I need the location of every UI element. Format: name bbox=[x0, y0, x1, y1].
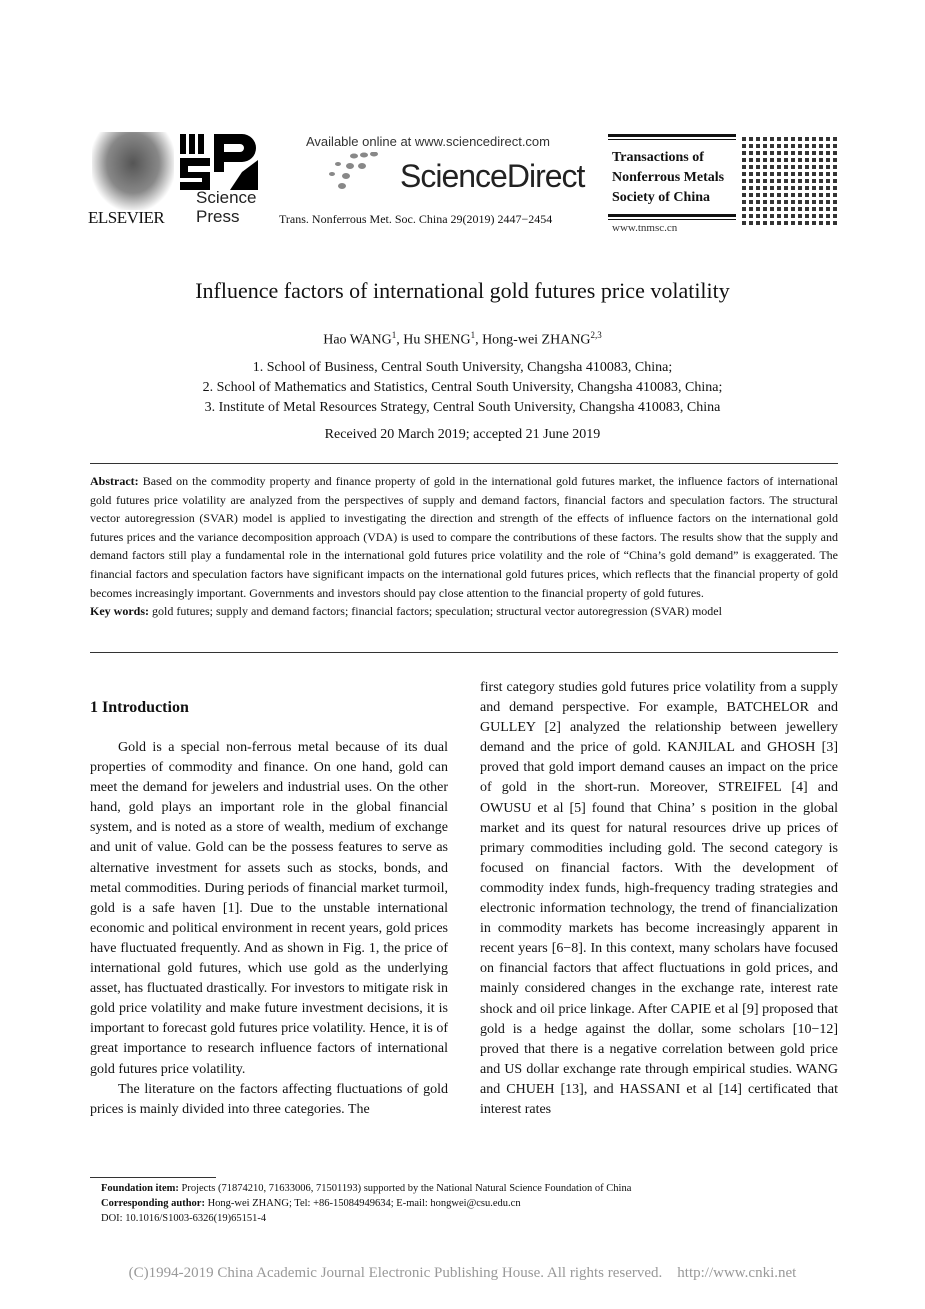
doi: DOI: 10.1016/S1003-6326(19)65151-4 bbox=[101, 1213, 267, 1224]
affiliation: 3. Institute of Metal Resources Strategy, Central South University, Changsha 410083, China bbox=[204, 400, 721, 415]
journal-name-line: Transactions of bbox=[612, 150, 704, 165]
affiliation: 1. School of Business, Central South University, Changsha 410083, China; bbox=[252, 360, 673, 375]
left-column bbox=[90, 738, 448, 1120]
keywords-label: Key words: bbox=[90, 604, 149, 619]
abstract bbox=[90, 472, 838, 621]
section-heading: 1 Introduction bbox=[90, 699, 189, 716]
available-online: Available online at www.sciencedirect.com bbox=[306, 134, 550, 149]
abstract-text: Based on the commodity property and finance property of gold in the international gold futures market, the influence factors of international gold futures price volatility are analyzed from the perspectives of supply and demand factors, financial factors and speculation factors. The structural vector autoregression (SVAR) model is applied to investigating the direction and strength of the effects of influence factors on the international gold futures prices and the variance decomposition approach (VDA) is used to compare the contributions of these factors. The results show that the supply and demand factors still play a fundamental role in the international gold futures price volatility and the role of “China’s gold demand” is exaggerated. The financial factors and speculation factors have significant impacts on the international gold futures prices, which reflects that the financial property of gold becomes increasingly important. Governments and investors should pay close attention to the financial property of gold futures. bbox=[90, 474, 839, 600]
journal-url: www.tnmsc.cn bbox=[612, 222, 678, 234]
affiliation: 2. School of Mathematics and Statistics, Central South University, Changsha 410083, China; bbox=[202, 380, 723, 395]
science-press-line: Press bbox=[196, 207, 240, 226]
elsevier-tree-logo bbox=[92, 132, 174, 210]
journal-name-line: Society of China bbox=[612, 190, 710, 205]
abstract-label: Abstract: bbox=[90, 474, 139, 488]
elsevier-logo-text: ELSEVIER bbox=[88, 208, 165, 227]
foundation-label: Foundation item: bbox=[101, 1183, 179, 1194]
corresponding-label: Corresponding author: bbox=[101, 1198, 205, 1209]
sciencedirect-logo: ScienceDirect bbox=[400, 158, 585, 194]
author-sup: 1 bbox=[391, 330, 397, 340]
paragraph: first category studies gold futures price volatility from a supply and demand perspective. For example, BATCHELOR and GULLEY [2] analyzed the relationship between jewellery demand and the price of gold. KANJILAL and GHOSH [3] proved that gold import demand causes an impact on the price of gold in the short-run. Moreover, STREIFEL [4] and OWUSU et al [5] found that China’ s position in the global market and its quest for natural resources drive up prices of primary commodities including gold. The second category is focused on financial factors. With the development of commodity index funds, high-frequency trading strategies and electronic information technology, the trend of financialization in commodity markets has become increasingly apparent in recent years [6−8]. In this context, many scholars have focused on financial factors that affect fluctuations in gold prices, and mainly considered changes in the exchange rate, interest rate shock and oil price linkage. After CAPIE et al [9] proposed that gold is a hedge against the dollar, some scholars [10−12] proved that there is a negative correlation between gold price and US dollar exchange rate through empirical studies. WANG and CHUEH [13], and HASSANI et al [14] certificated that interest rates bbox=[480, 680, 838, 1117]
copyright-watermark: (C)1994-2019 China Academic Journal Electronic Publishing House. All rights reserved. http://www.cnki.net bbox=[128, 1265, 797, 1281]
keywords: gold futures; supply and demand factors; financial factors; speculation; structural vector autoregression (SVAR) model bbox=[152, 604, 722, 619]
journal-name-line: Nonferrous Metals bbox=[612, 170, 725, 185]
received-dates: Received 20 March 2019; accepted 21 June 2019 bbox=[324, 427, 601, 442]
science-press-line: Science bbox=[196, 188, 257, 207]
qr-code-icon bbox=[742, 134, 838, 228]
right-column bbox=[480, 678, 838, 1120]
divider bbox=[90, 463, 838, 464]
science-press-logo bbox=[180, 132, 258, 192]
foundation-text: Projects (71874210, 71633006, 71501193) supported by the National Natural Science Foundation of China bbox=[181, 1183, 632, 1194]
paper-title: Influence factors of international gold futures price volatility bbox=[195, 278, 730, 303]
author-name: Hao WANG bbox=[323, 332, 392, 348]
author-sup: 2,3 bbox=[590, 330, 602, 340]
footnote-divider bbox=[90, 1177, 216, 1178]
paragraph: Gold is a special non-ferrous metal because of its dual properties of commodity and finance. On one hand, gold can meet the demand for jewelers and industrial uses. On the other hand, gold plays an important role in the global financial system, and is noted as a store of wealth, medium of exchange and unit of value. Gold can be the possess features to serve as alternative investment for assets such as stocks, bonds, and metal commodities. During periods of financial market turmoil, gold is a safe haven [1]. Due to the unstable international economic and political environment in recent years, gold prices have fluctuated frequently. And as shown in Fig. 1, the price of international gold futures, which use gold as the underlying asset, has fluctuated drastically. For investors to mitigate risk in gold price volatility and make future investment decisions, it is important to forecast gold futures price volatility. Hence, it is of great importance to research influence factors of international gold futures price volatility. bbox=[90, 740, 448, 1077]
journal-reference: Trans. Nonferrous Met. Soc. China 29(2019) 2447−2454 bbox=[279, 212, 553, 226]
footnotes bbox=[101, 1181, 631, 1226]
journal-logo bbox=[608, 134, 736, 234]
author-sup: 1 bbox=[470, 330, 476, 340]
science-press-text bbox=[196, 188, 256, 226]
paragraph: The literature on the factors affecting fluctuations of gold prices is mainly divided into three categories. The bbox=[90, 1081, 448, 1117]
author-name: Hong-wei ZHANG bbox=[482, 332, 591, 348]
sciencedirect-dots-icon bbox=[318, 152, 388, 192]
corresponding-text: Hong-wei ZHANG; Tel: +86-15084949634; E-mail: hongwei@csu.edu.cn bbox=[207, 1198, 521, 1209]
affiliations bbox=[0, 358, 925, 418]
divider bbox=[90, 652, 838, 653]
authors: Hao WANG$^1$, Hu SHENG$^1$, Hong-wei ZHANG$^{2,3}$ bbox=[323, 330, 602, 348]
author-name: Hu SHENG bbox=[403, 332, 471, 348]
